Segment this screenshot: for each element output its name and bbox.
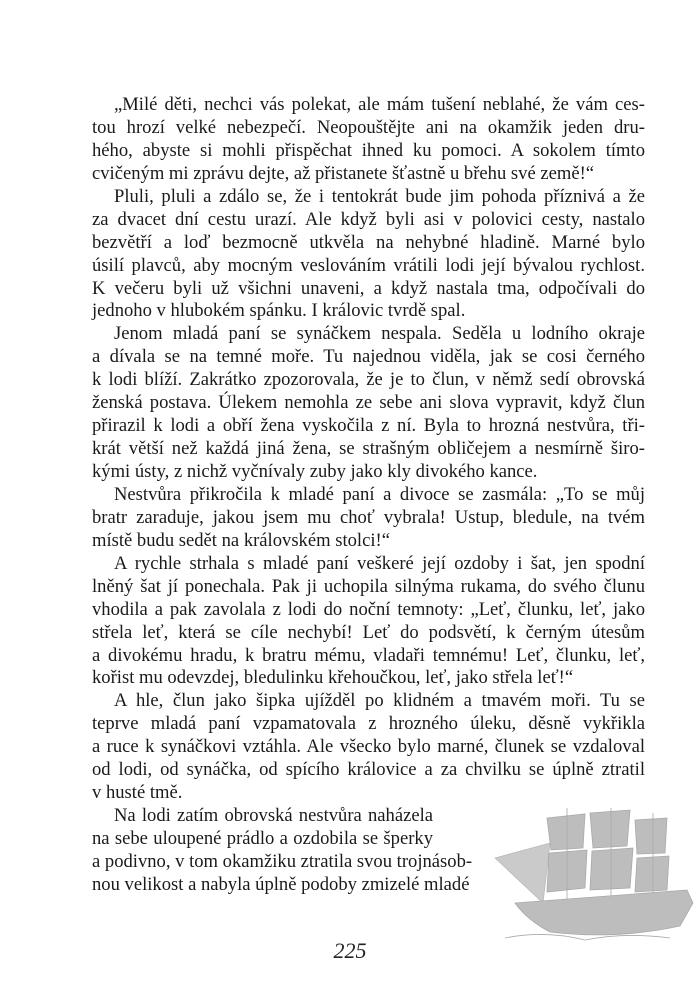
text-line: a podivno, v tom okamžiku ztratila svou trojnásob- — [92, 850, 473, 872]
text-line: cvičeným mi zprávu dejte, až přistanete šťastně u břehu své země!“ — [92, 162, 595, 184]
text-line: A rychle strhala s mladé paní veškeré její ozdoby i šat, jen spodní — [114, 552, 645, 574]
text-line: teprve mladá paní vzpamatovala z hrozného úleku, děsně vykřikla — [92, 713, 645, 735]
text-line: přirazil k lodi a obří žena vyskočila z ní. Byla to hrozná nestvůra, tři- — [92, 415, 645, 437]
text-line: Nestvůra přikročila k mladé paní a divoce se zasmála: „To se můj — [114, 483, 645, 505]
text-line: Pluli, pluli a zdálo se, že i tentokrát bude jim pohoda příznivá a že — [114, 185, 645, 207]
text-line: ženská postava. Úlekem nemohla ze sebe ani slova vypravit, když člun — [92, 392, 645, 414]
text-line: Jenom mladá paní se synáčkem nespala. Seděla u lodního okraje — [114, 323, 645, 345]
text-line: od lodi, od synáčka, od spícího královice a za chvilku se úplně ztratil — [92, 759, 645, 781]
text-line: za dvacet dní cestu urazí. Ale když byli asi v polovici cesty, nastalo — [92, 208, 645, 230]
text-line: bezvětří a loď bezmocně utkvěla na nehybné hladině. Marné bylo — [92, 231, 645, 253]
text-line: a dívala se na temné moře. Tu najednou viděla, jak se cosi černého — [92, 346, 645, 368]
text-line: „Milé děti, nechci vás polekat, ale mám tušení neblahé, že vám ces- — [114, 94, 645, 115]
text-line: v husté tmě. — [92, 782, 183, 804]
text-line: A hle, člun jako šipka ujížděl po klidném a tmavém moři. Tu se — [114, 690, 645, 712]
body-text — [92, 94, 645, 897]
text-line: vhodila a pak zavolala z lodi do noční temnoty: „Leť, člunku, leť, jako — [92, 598, 645, 620]
text-line: hého, abyste si mohli přispěchat ihned ku pomoci. A sokolem tímto — [92, 139, 645, 161]
text-line: kořist mu odevzdej, bledulinku křehoučkou, leť, jako střela leť!“ — [92, 667, 574, 689]
text-line: střela leť, která se cíle nechybí! Leť do podsvětí, k černým útesům — [92, 621, 645, 643]
text-line: úsilí plavců, aby mocným veslováním vrátili lodi její bývalou rychlost. — [92, 254, 645, 276]
text-line: nou velikost a nabyla úplně podoby zmizelé mladé — [92, 873, 470, 895]
text-line: na sebe uloupené prádlo a ozdobila se šperky — [92, 828, 433, 849]
text-line: jednoho v hlubokém spánku. I královic tvrdě spal. — [92, 300, 466, 322]
text-line: Na lodi zatím obrovská nestvůra naházela — [114, 805, 433, 827]
text-line: místě budu sedět na královském stolci!“ — [92, 529, 390, 551]
text-line: tou hrozí velké nebezpečí. Neopouštějte ani na okamžik jeden dru- — [92, 116, 645, 138]
text-line: lněný šat jí ponechala. Pak ji uchopila silnýma rukama, do svého člunu — [92, 575, 645, 597]
text-line: a divokému hradu, k bratru mému, vladaři temnému! Leť, člunku, leť, — [92, 644, 645, 666]
page-number: 225 — [333, 938, 367, 963]
text-line: k lodi blíží. Zakrátko zpozorovala, že je to člun, v němž sedí obrovská — [92, 369, 645, 391]
text-line: krát větší než každá jiná žena, se strašným obličejem a nesmírně širo- — [92, 438, 645, 460]
sailing-ship-icon — [455, 808, 695, 948]
text-line: bratr zaraduje, jakou jsem mu choť vybrala! Ustup, bledule, na tvém — [92, 506, 645, 528]
text-line: K večeru byli už všichni unaveni, a když nastala tma, odpočívali do — [92, 277, 645, 299]
text-line: kými ústy, z nichž vyčnívaly zuby jako kly divokého kance. — [92, 461, 538, 482]
text-line: a ruce k synáčkovi vztáhla. Ale všecko bylo marné, člunek se vzdaloval — [92, 736, 645, 758]
